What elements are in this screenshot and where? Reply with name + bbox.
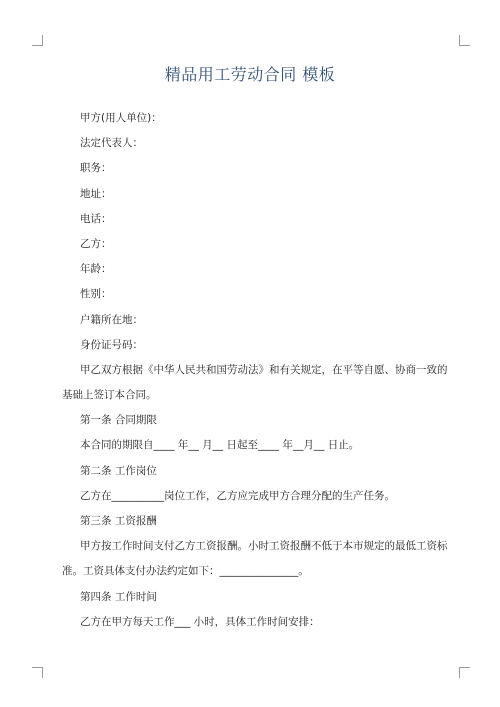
article-3-heading: 第三条 工资报酬 <box>80 515 157 527</box>
article-2-body: 乙方在__________岗位工作，乙方应完成甲方合理分配的生产任务。 <box>80 489 395 502</box>
article-1-heading: 第一条 合同期限 <box>80 414 157 427</box>
intro-line-2: 基础上签订本合同。 <box>62 389 157 402</box>
document-title: 精品用工劳动合同 模板 <box>164 65 336 84</box>
article-4-heading: 第四条 工作时间 <box>80 590 157 603</box>
article-4-body: 乙方在甲方每天工作___ 小时，具体工作时间安排： <box>80 615 320 628</box>
field-legal-representative: 法定代表人： <box>80 137 143 150</box>
field-position: 职务： <box>80 162 112 175</box>
article-3-line-2: 准。工资具体支付办法约定如下：_______________。 <box>62 565 309 578</box>
article-2-heading: 第二条 工作岗位 <box>80 464 157 477</box>
article-3-paragraph <box>62 540 447 578</box>
field-gender: 性别： <box>80 288 112 301</box>
field-address: 地址： <box>80 187 112 200</box>
field-id-number: 身份证号码： <box>80 338 143 351</box>
field-age: 年龄： <box>80 263 112 276</box>
document-body <box>62 112 447 641</box>
crop-mark-top-right <box>459 35 470 46</box>
crop-mark-bottom-right <box>459 667 470 678</box>
field-household-registration: 户籍所在地： <box>80 313 143 326</box>
field-party-b: 乙方： <box>80 237 112 250</box>
field-phone: 电话： <box>80 212 112 225</box>
crop-mark-top-left <box>32 35 43 46</box>
crop-mark-bottom-left <box>32 667 43 678</box>
intro-line-1: 甲乙双方根据《中华人民共和国劳动法》和有关规定，在平等自愿、协商一致的 <box>80 363 448 376</box>
field-employer: 甲方(用人单位)： <box>80 112 162 124</box>
article-1-body: 本合同的期限自____ 年__ 月__ 日起至____ 年__月__ 日止。 <box>80 439 360 452</box>
intro-paragraph <box>62 364 447 402</box>
article-3-line-1: 甲方按工作时间支付乙方工资报酬。小时工资报酬不低于本市规定的最低工资标 <box>80 540 448 553</box>
